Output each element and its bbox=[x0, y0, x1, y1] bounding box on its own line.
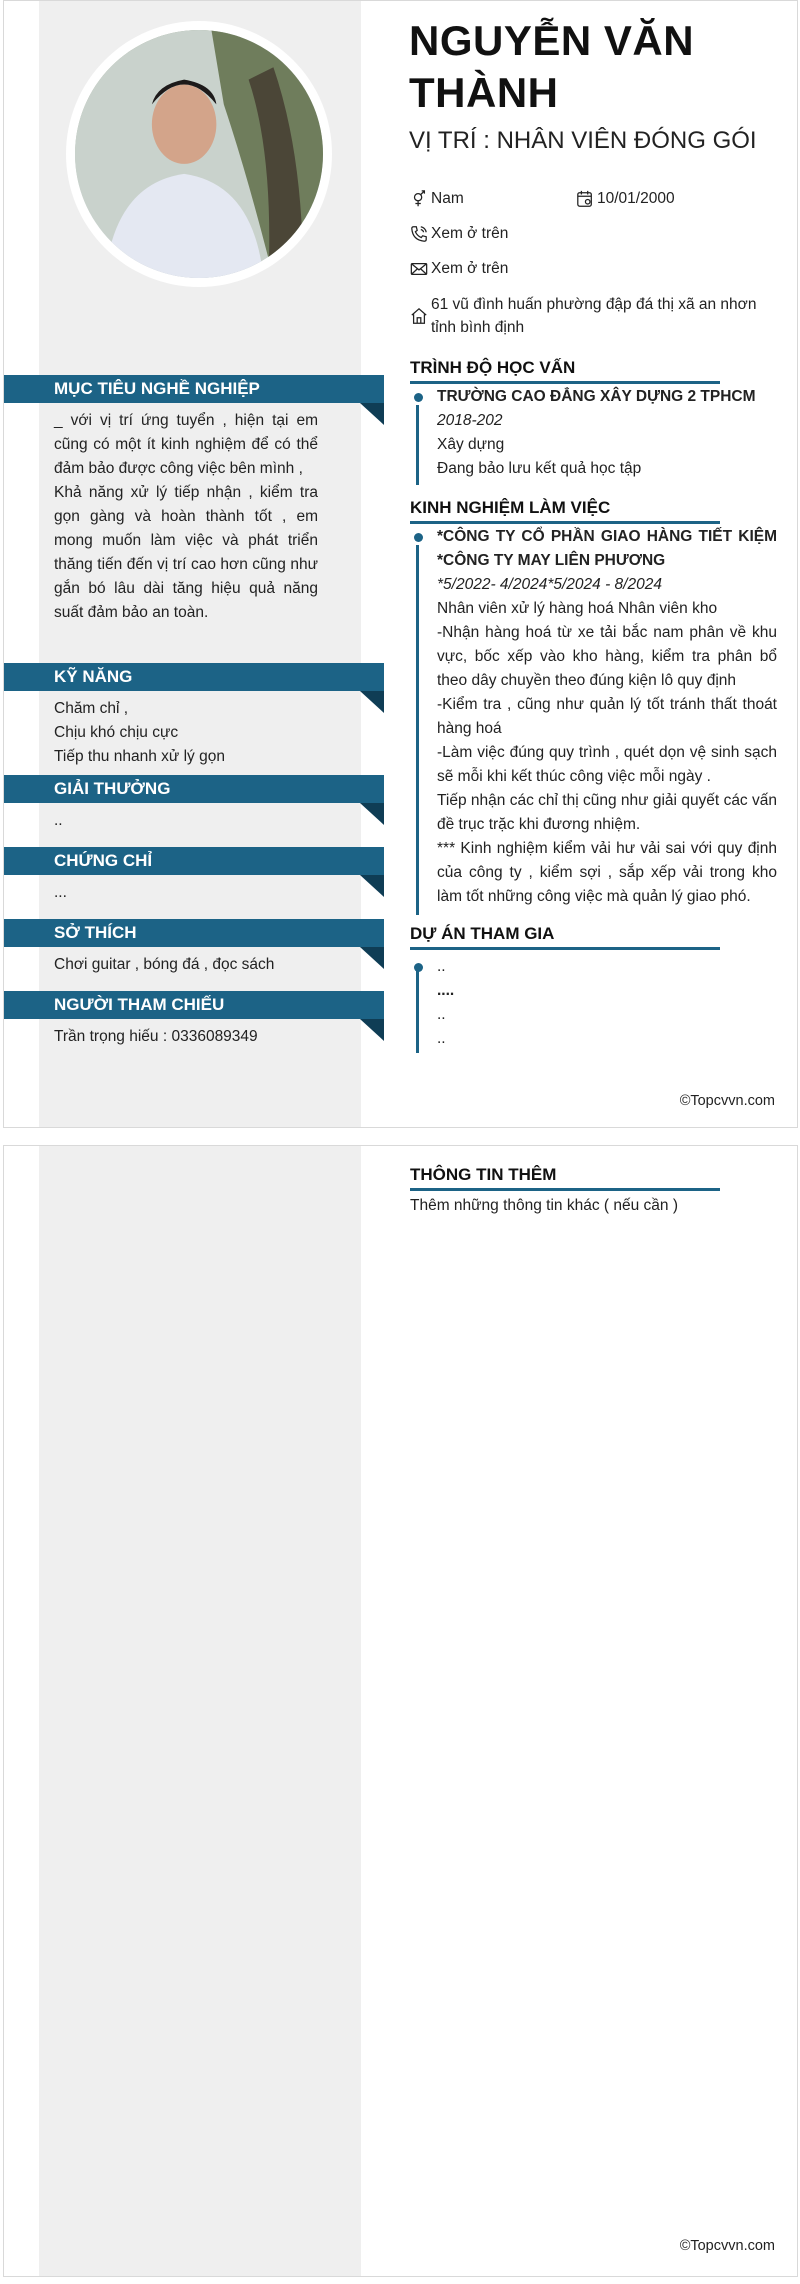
certificates-heading: CHỨNG CHỈ bbox=[4, 847, 384, 875]
skills-list bbox=[54, 697, 318, 769]
job-position: VỊ TRÍ : NHÂN VIÊN ĐÓNG GÓI bbox=[409, 127, 757, 154]
additional-text: Thêm những thông tin khác ( nếu cần ) bbox=[410, 1197, 679, 1214]
gender-icon bbox=[410, 190, 428, 208]
timeline-dot bbox=[414, 393, 423, 402]
education-major: Xây dựng bbox=[437, 436, 505, 453]
education-period: 2018-202 bbox=[437, 412, 503, 429]
experience-description: -Nhận hàng hoá từ xe tải bắc nam phân về khu vực, bốc xếp vào kho hàng, kiểm tra phân bổ theo dây chuyền theo đúng kiện lô quy định -Kiểm tra , cũng như quản lý tốt tránh thất thoát hàng hoá -Làm việc đúng quy trình , quét dọn vệ sinh sạch sẽ mỗi khi kết thúc công việc mỗi ngày . Tiếp nhận các chỉ thị cũng như giải quyết các vấn đề trục trặc khi đương nhiệm. *** Kinh nghiệm kiểm vải hư vải sai với quy định của công ty , kiểm sợi , sắp xếp vải trong kho làm tốt những công việc mà quản lý giao phó. bbox=[437, 624, 777, 905]
project-line: .... bbox=[437, 982, 455, 999]
certificates-text: ... bbox=[54, 884, 67, 901]
cv-page-2 bbox=[3, 1145, 798, 2277]
address-field: 61 vũ đình huấn phường đập đá thị xã an nhơn tỉnh bình định bbox=[410, 293, 775, 339]
hobbies-heading: SỞ THÍCH bbox=[4, 919, 384, 947]
references-text: Trần trọng hiếu : 0336089349 bbox=[54, 1028, 258, 1045]
candidate-name: NGUYỄN VĂN THÀNH bbox=[409, 17, 695, 116]
timeline-dot bbox=[414, 533, 423, 542]
footer-brand: ©Topcvvn.com bbox=[679, 1093, 775, 1109]
awards-text: .. bbox=[54, 812, 63, 829]
dob-field: 10/01/2000 bbox=[576, 187, 675, 210]
company-name: *CÔNG TY CỔ PHẦN GIAO HÀNG TIẾT KIỆM *CÔNG TY MAY LIÊN PHƯƠNG bbox=[437, 528, 777, 569]
awards-heading: GIẢI THƯỞNG bbox=[4, 775, 384, 803]
avatar bbox=[66, 21, 332, 287]
experience-entry bbox=[437, 525, 777, 909]
gender-field: Nam bbox=[410, 187, 464, 210]
hobbies-text: Chơi guitar , bóng đá , đọc sách bbox=[54, 956, 275, 973]
school-name: TRƯỜNG CAO ĐẲNG XÂY DỰNG 2 TPHCM bbox=[437, 388, 756, 405]
references-heading: NGƯỜI THAM CHIẾU bbox=[4, 991, 384, 1019]
education-heading: TRÌNH ĐỘ HỌC VẤN bbox=[410, 357, 720, 384]
additional-heading: THÔNG TIN THÊM bbox=[410, 1164, 720, 1191]
project-line: .. bbox=[437, 958, 446, 975]
list-item: Chịu khó chịu cực bbox=[54, 724, 179, 741]
list-item: Chăm chỉ , bbox=[54, 700, 129, 717]
objective-text: _ với vị trí ứng tuyển , hiện tại em cũng có một ít kinh nghiệm để có thể đảm bảo được công việc bên mình , Khả năng xử lý tiếp nhận , kiểm tra gọn gàng và hoàn thành tốt , em mong muốn làm việc và phát triển thăng tiến đến vị trí cao hơn cũng như gắn bó lâu dài tăng hiệu quả năng suất đảm bảo an toàn. bbox=[54, 412, 318, 621]
objective-heading: MỤC TIÊU NGHỀ NGHIỆP bbox=[4, 375, 384, 403]
education-timeline bbox=[416, 405, 419, 485]
mail-icon bbox=[410, 260, 428, 278]
sidebar bbox=[39, 1146, 361, 2276]
experience-period: *5/2022- 4/2024*5/2024 - 8/2024 bbox=[437, 576, 662, 593]
home-icon bbox=[410, 307, 428, 325]
projects-heading: DỰ ÁN THAM GIA bbox=[410, 923, 720, 950]
projects-entry bbox=[437, 955, 777, 1051]
cv-page-1 bbox=[3, 0, 798, 1128]
education-note: Đang bảo lưu kết quả học tập bbox=[437, 460, 642, 477]
projects-timeline bbox=[416, 971, 419, 1053]
phone-field: Xem ở trên bbox=[410, 222, 508, 245]
skills-heading: KỸ NĂNG bbox=[4, 663, 384, 691]
phone-icon bbox=[410, 225, 428, 243]
calendar-icon bbox=[576, 190, 594, 208]
email-field: Xem ở trên bbox=[410, 257, 508, 280]
experience-heading: KINH NGHIỆM LÀM VIỆC bbox=[410, 497, 720, 524]
list-item: Tiếp thu nhanh xử lý gọn bbox=[54, 748, 225, 765]
timeline-dot bbox=[414, 963, 423, 972]
project-line: .. bbox=[437, 1006, 446, 1023]
footer-brand: ©Topcvvn.com bbox=[679, 2238, 775, 2254]
project-line: .. bbox=[437, 1030, 446, 1047]
experience-role: Nhân viên xử lý hàng hoá Nhân viên kho bbox=[437, 600, 718, 617]
experience-timeline bbox=[416, 545, 419, 915]
education-entry bbox=[437, 385, 777, 481]
